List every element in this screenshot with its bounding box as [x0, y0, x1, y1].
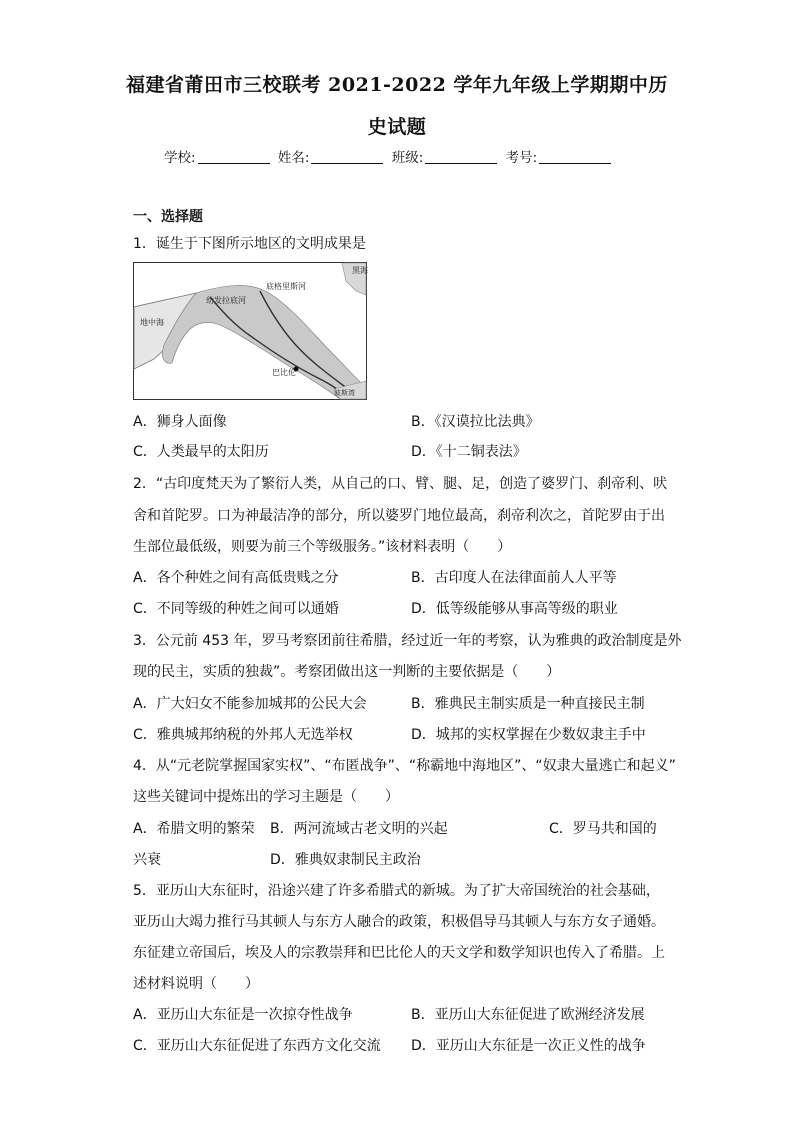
q4-option-c: C．罗马共和国的: [549, 821, 657, 837]
q2-stem-line-3: 生部位最低级，则要为前三个等级服务。”该材料表明（ ）: [133, 539, 512, 555]
q1-stem: 1．诞生于下图所示地区的文明成果是: [133, 236, 366, 252]
q5-stem-line-1: 5．亚历山大东征时，沿途兴建了许多希腊式的新城。为了扩大帝国统治的社会基础，: [133, 883, 660, 899]
q4-stem-line-2: 这些关键词中提炼出的学习主题是（ ）: [133, 789, 399, 805]
map-label-babylon: 巴比伦: [272, 368, 296, 377]
q4-option-c-continued: 兴衰: [133, 852, 161, 868]
class-label: 班级:: [391, 150, 424, 166]
class-blank: [425, 149, 497, 164]
q5-stem-line-4: 述材料说明（ ）: [133, 976, 259, 992]
q5-stem-line-3: 东征建立帝国后，埃及人的宗教崇拜和巴比伦人的天文学和数学知识也传入了希腊。上: [133, 945, 665, 961]
school-blank: [198, 149, 270, 164]
q1-option-c: C．人类最早的太阳历: [133, 444, 269, 460]
q3-option-d: D．城邦的实权掌握在少数奴隶主手中: [411, 727, 646, 743]
q4-option-b: B．两河流域古老文明的兴起: [270, 821, 448, 837]
q4-option-d: D．雅典奴隶制民主政治: [270, 852, 421, 868]
exam-number-blank: [539, 149, 611, 164]
mesopotamia-map: [133, 262, 367, 400]
q2-stem-line-1: 2．“古印度梵天为了繁衍人类，从自己的口、臂、腿、足，创造了婆罗门、刹帝利、吠: [133, 476, 668, 492]
map-label-mediterranean: 地中海: [140, 318, 164, 327]
q4-stem-line-1: 4．从“元老院掌握国家实权”、“布匿战争”、“称霸地中海地区”、“奴隶大量逃亡和起义”: [133, 758, 676, 774]
q1-option-a: A．狮身人面像: [133, 414, 227, 430]
q5-option-a: A．亚历山大东征是一次掠夺性战争: [133, 1007, 353, 1023]
q2-stem-line-2: 舍和首陀罗。口为神最洁净的部分，所以婆罗门地位最高，刹帝利次之，首陀罗由于出: [133, 508, 665, 524]
exam-number-label: 考号:: [505, 150, 538, 166]
q1-option-d: D．《十二铜表法》: [411, 444, 527, 460]
school-label: 学校:: [164, 150, 196, 166]
q5-option-d: D．亚历山大东征是一次正义性的战争: [411, 1038, 646, 1054]
q5-stem-line-2: 亚历山大竭力推行马其顿人与东方人融合的政策，积极倡导马其顿人与东方女子通婚。: [133, 914, 665, 930]
q2-option-b: B．古印度人在法律面前人人平等: [411, 570, 617, 586]
q5-option-c: C．亚历山大东征促进了东西方文化交流: [133, 1038, 381, 1054]
q2-option-a: A．各个种姓之间有高低贵贱之分: [133, 570, 339, 586]
q3-option-c: C．雅典城邦纳税的外邦人无选举权: [133, 727, 353, 743]
map-label-euphrates: 幼发拉底河: [206, 296, 246, 305]
map-label-tigris: 底格里斯河: [266, 282, 306, 291]
section-heading: 一、选择题: [133, 209, 203, 225]
q3-option-a: A．广大妇女不能参加城邦的公民大会: [133, 696, 367, 712]
q1-option-b: B．《汉谟拉比法典》: [411, 414, 540, 430]
q4-option-a: A．希腊文明的繁荣: [133, 821, 255, 837]
title-line-2: 史试题: [367, 116, 427, 138]
q2-option-d: D．低等级能够从事高等级的职业: [411, 601, 618, 617]
student-info-row: [164, 146, 615, 166]
q5-option-b: B．亚历山大东征促进了欧洲经济发展: [411, 1007, 645, 1023]
map-label-persian-gulf: 波斯湾: [334, 389, 355, 397]
map-label-black-sea: 黑海: [352, 266, 368, 275]
map-graphic: [134, 263, 366, 399]
q3-option-b: B．雅典民主制实质是一种直接民主制: [411, 696, 645, 712]
name-blank: [311, 149, 383, 164]
q3-stem-line-2: 现的民主，实质的独裁”。考察团做出这一判断的主要依据是（ ）: [133, 664, 561, 680]
name-label: 姓名:: [277, 150, 310, 166]
q2-option-c: C．不同等级的种姓之间可以通婚: [133, 601, 339, 617]
title-line-1: 福建省莆田市三校联考 2021-2022 学年九年级上学期期中历: [126, 74, 668, 96]
q3-stem-line-1: 3．公元前 453 年，罗马考察团前往希腊，经过近一年的考察，认为雅典的政治制度是外: [133, 633, 682, 649]
